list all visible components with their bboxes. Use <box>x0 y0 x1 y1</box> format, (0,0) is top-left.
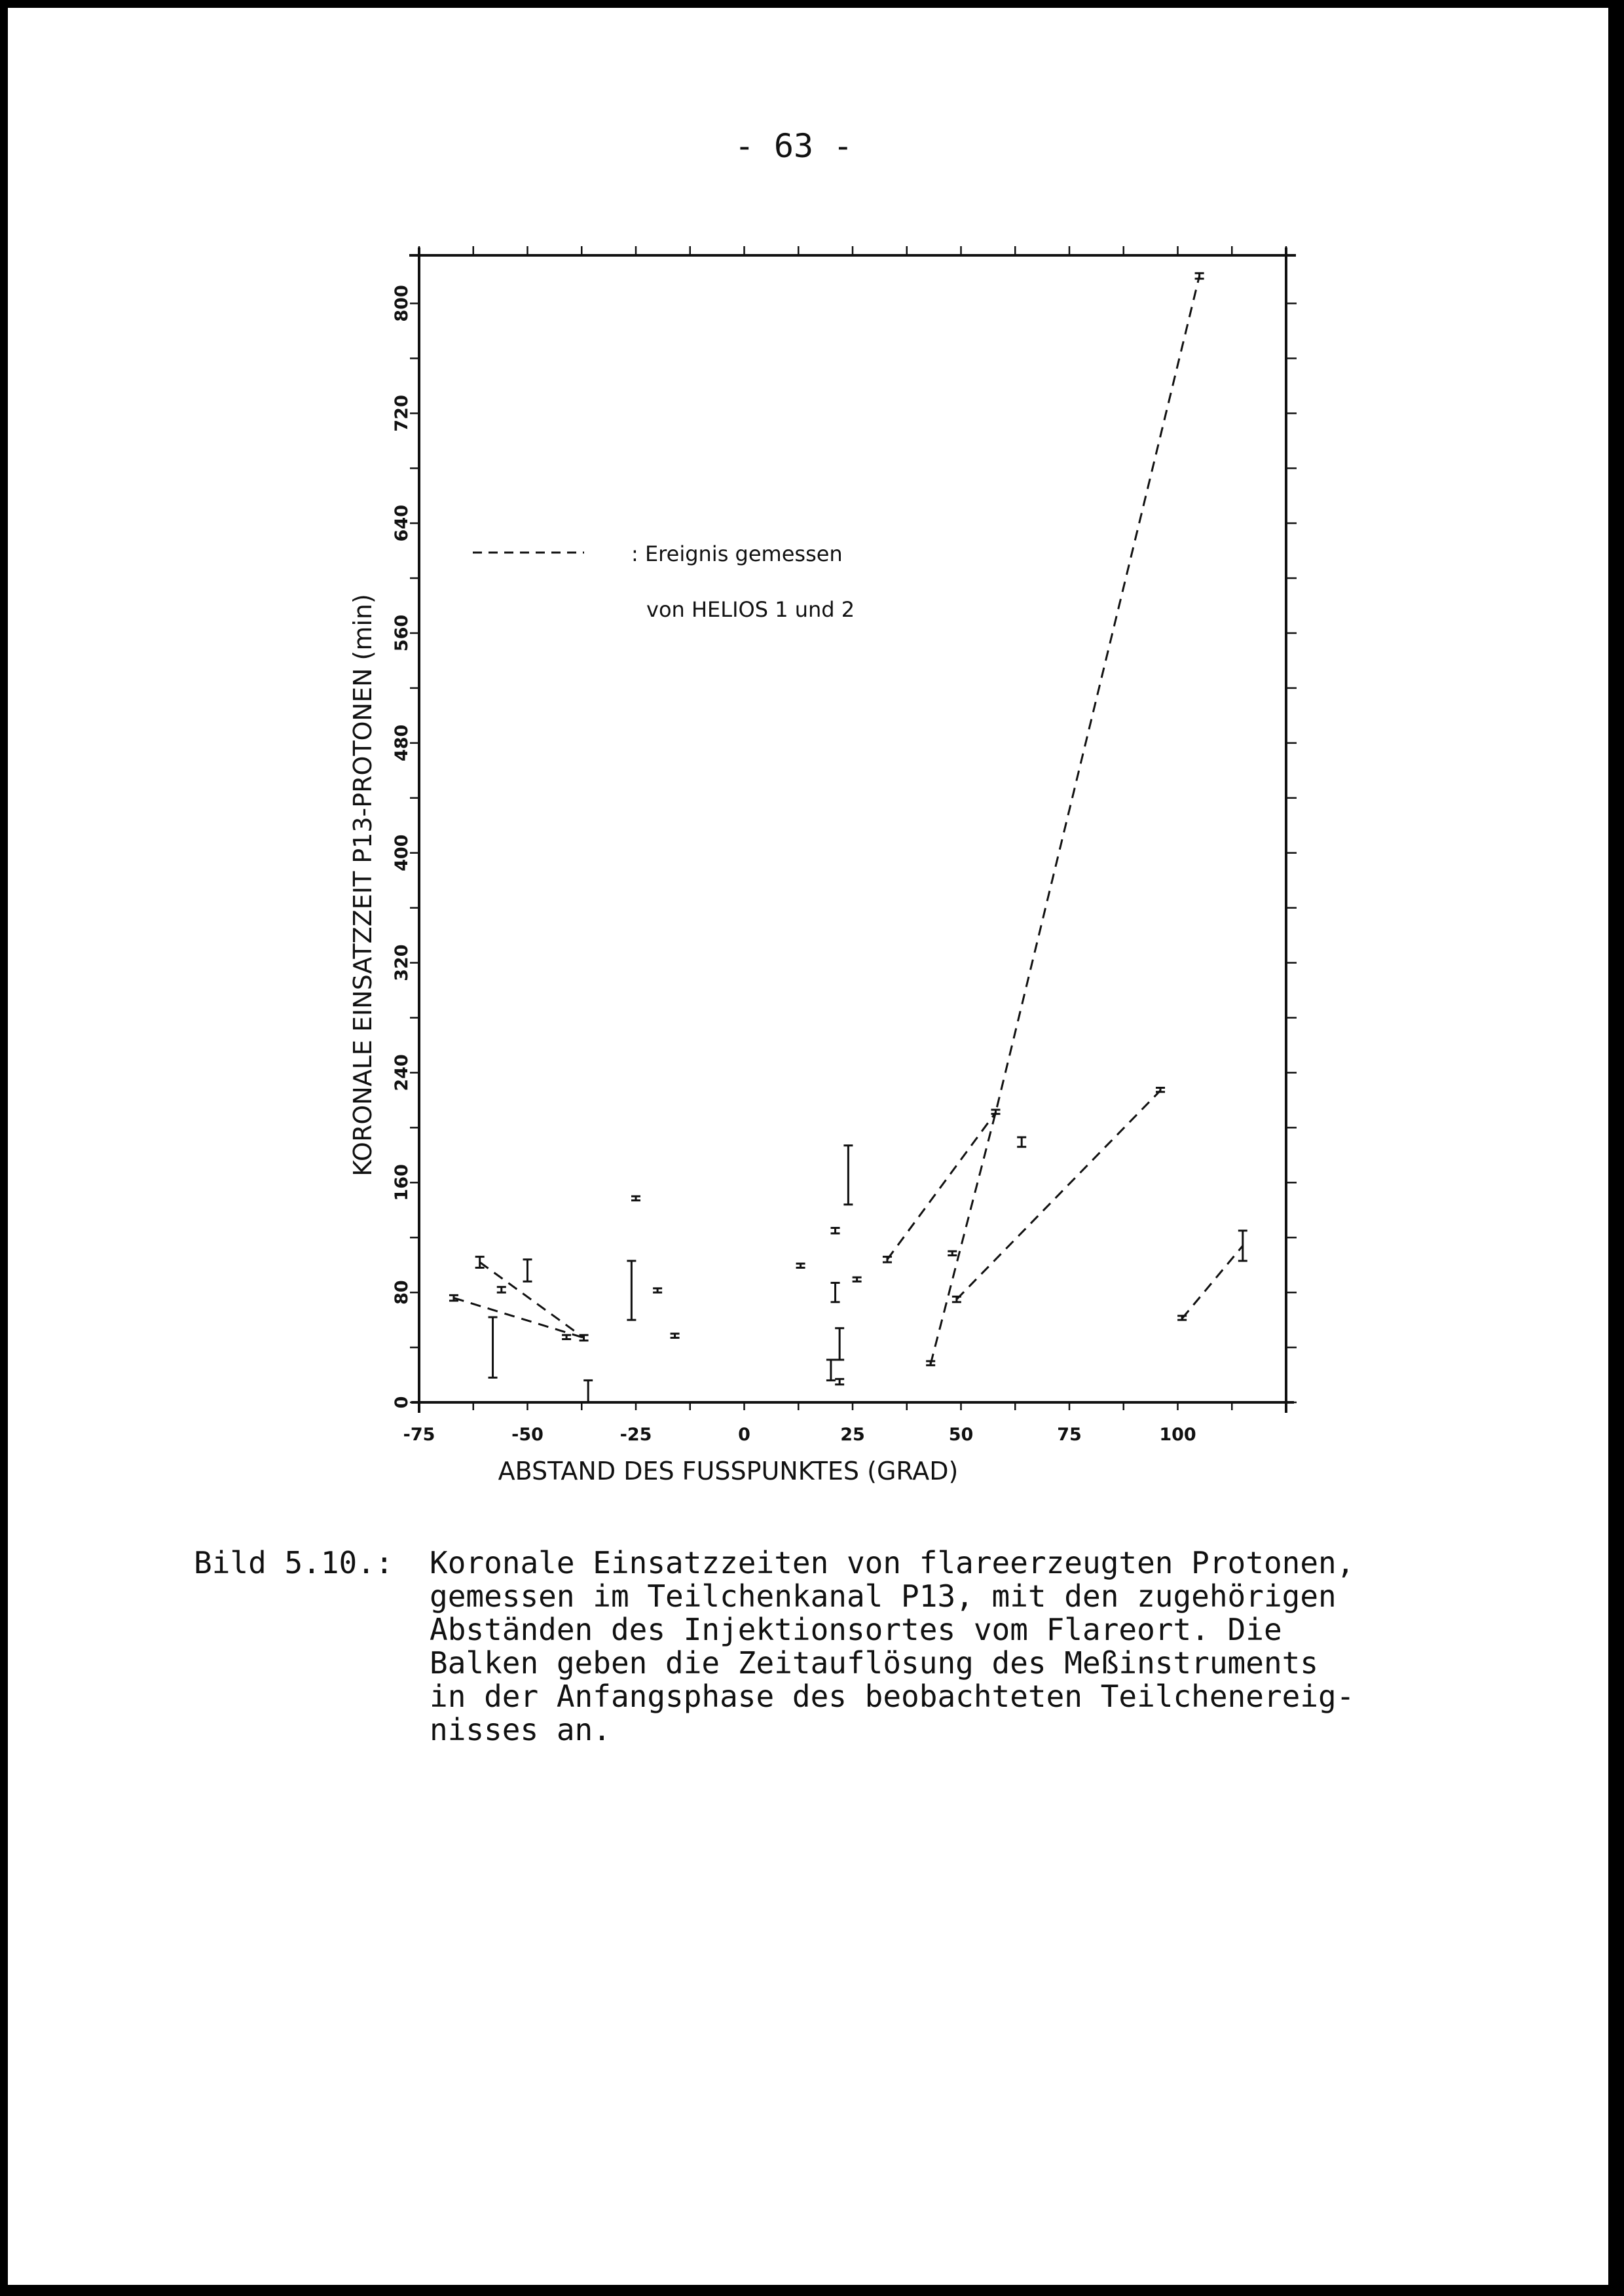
caption-line: Koronale Einsatzzeiten von flareerzeugten Protonen, <box>430 1545 1355 1580</box>
data-point <box>883 1257 892 1262</box>
document-page <box>8 8 1608 2285</box>
y-axis-ticks <box>392 285 1297 1408</box>
x-axis-title: ABSTAND DES FUSSPUNKTES (GRAD) <box>498 1457 959 1485</box>
data-point <box>952 1296 961 1302</box>
data-point <box>826 1360 836 1380</box>
page-number: - 63 - <box>734 127 853 165</box>
y-tick-label: 320 <box>392 944 412 981</box>
data-point <box>631 1196 640 1200</box>
data-point <box>653 1288 662 1292</box>
x-tick-label: -50 <box>511 1425 544 1445</box>
y-tick-label: 0 <box>392 1396 412 1409</box>
y-tick-label: 80 <box>392 1280 412 1305</box>
data-points <box>449 273 1247 1402</box>
caption-line: Abständen des Injektionsortes vom Flareort. Die <box>430 1612 1282 1647</box>
x-axis-ticks <box>403 246 1286 1445</box>
caption-line: Balken geben die Zeitauflösung des Meßinstruments <box>430 1645 1319 1681</box>
data-point <box>523 1260 532 1282</box>
data-point <box>853 1277 862 1281</box>
data-point <box>991 1110 1000 1114</box>
data-point <box>1177 1316 1187 1320</box>
helios-link-line <box>480 1262 584 1338</box>
y-tick-label: 800 <box>392 285 412 322</box>
y-tick-label: 480 <box>392 724 412 762</box>
y-tick-label: 400 <box>392 834 412 871</box>
onset-time-chart <box>8 8 1608 1540</box>
plot-frame <box>409 247 1296 1413</box>
caption-body <box>430 1546 1490 1747</box>
data-point <box>831 1283 840 1302</box>
helios-link-line <box>887 1112 996 1260</box>
data-point <box>562 1335 571 1339</box>
helios-link-line <box>957 1091 1160 1300</box>
helios-link-line <box>1182 1246 1243 1319</box>
data-point <box>835 1379 844 1384</box>
helios-link-line <box>454 1298 584 1338</box>
data-point <box>926 1361 935 1365</box>
data-point <box>1017 1137 1026 1147</box>
x-tick-label: 75 <box>1057 1425 1082 1445</box>
caption-line: in der Anfangsphase des beobachteten Teilchenereig- <box>430 1679 1355 1714</box>
data-point <box>843 1146 853 1205</box>
data-point <box>1238 1231 1247 1261</box>
x-tick-label: -75 <box>403 1425 435 1445</box>
x-tick-label: 0 <box>738 1425 750 1445</box>
x-tick-label: -25 <box>619 1425 652 1445</box>
caption-line: nisses an. <box>430 1712 611 1747</box>
y-axis-title: KORONALE EINSATZZEIT P13-PROTONEN (min) <box>348 594 377 1176</box>
y-tick-label: 560 <box>392 614 412 652</box>
data-point <box>948 1251 957 1255</box>
data-point <box>627 1261 636 1320</box>
data-point <box>671 1334 680 1338</box>
caption-label: Bild 5.10.: <box>194 1545 394 1580</box>
helios-link-line <box>931 276 1199 1364</box>
x-tick-label: 100 <box>1159 1425 1196 1445</box>
data-point <box>475 1257 485 1268</box>
data-point <box>497 1287 506 1292</box>
legend-text-line2: von HELIOS 1 und 2 <box>646 597 855 622</box>
caption-line: gemessen im Teilchenkanal P13, mit den zugehörigen <box>430 1578 1337 1614</box>
y-tick-label: 720 <box>392 395 412 432</box>
data-point <box>835 1328 844 1360</box>
data-point <box>796 1264 805 1267</box>
data-point <box>831 1228 840 1233</box>
data-point <box>583 1380 593 1402</box>
x-tick-label: 25 <box>840 1425 865 1445</box>
y-tick-label: 160 <box>392 1164 412 1201</box>
data-point <box>1156 1088 1165 1092</box>
legend-text-line1: : Ereignis gemessen <box>631 541 843 566</box>
x-tick-label: 50 <box>948 1425 974 1445</box>
data-point <box>1195 273 1204 278</box>
y-tick-label: 240 <box>392 1054 412 1091</box>
y-tick-label: 640 <box>392 504 412 542</box>
data-point <box>489 1317 498 1377</box>
